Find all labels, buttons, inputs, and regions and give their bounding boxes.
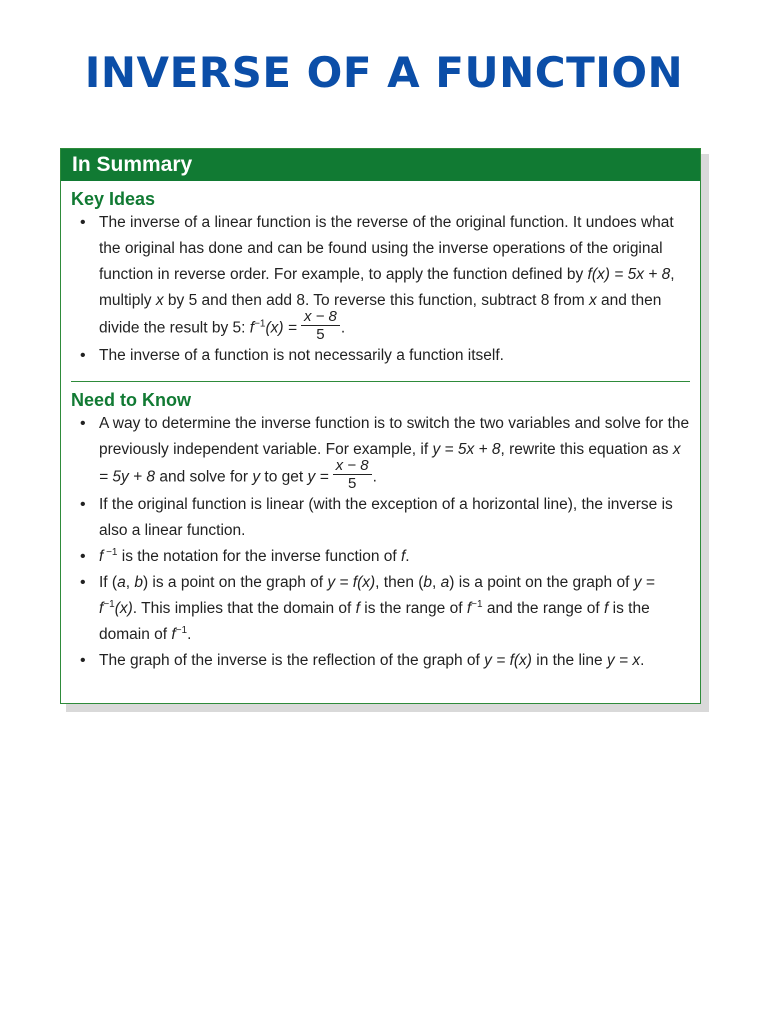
key-ideas-title: Key Ideas [71, 189, 156, 209]
need-to-know-item: • f $^{-1}$ is the notation for the inverse function of f. [99, 544, 690, 570]
need-to-know-item: • If (a, b) is a point on the graph of y = f(x), then (b, a) is a point on the graph of $y = f^{-1}(x)$. This implies that the domain of f is the range of $f^{-1}$ and the range of f is the domain of $f^{-1}$. [99, 570, 690, 648]
page-title: INVERSE OF A FUNCTION [84, 48, 684, 97]
need-to-know-list [61, 411, 700, 674]
key-idea-item: • The inverse of a linear function is the reverse of the original function. It undoes what the original has done and can be found using the inverse operations of the original function in reverse order. For example, to apply the function defined by f(x) = 5x + 8, multiply x by 5 and then add 8. To reverse this function, subtract 8 from x and then divide the result by 5: $f^{-1}(x)$ = $\frac{x - 8}{5}$ . [99, 210, 690, 343]
key-ideas-list [61, 210, 700, 369]
need-to-know-item: • A way to determine the inverse function is to switch the two variables and solve for the previously independent variable. For example, if y = 5x + 8, rewrite this equation as x = 5y + 8 and solve for y to get y = $\frac{x - 8}{5}$ . [99, 411, 690, 492]
fraction: $\frac{x - 8}{5}$ [301, 308, 340, 343]
section-divider [71, 381, 690, 382]
need-to-know-item: • The graph of the inverse is the reflection of the graph of y = f(x) in the line y = x. [99, 648, 690, 674]
need-to-know-item: • If the original function is linear (with the exception of a horizontal line), the inverse is also a linear function. [99, 492, 690, 544]
key-idea-item: • The inverse of a function is not necessarily a function itself. [99, 343, 690, 369]
summary-box [60, 148, 701, 704]
need-to-know-title: Need to Know [71, 390, 191, 410]
fraction: $\frac{x - 8}{5}$ [333, 457, 372, 492]
summary-header: In Summary [61, 149, 700, 181]
